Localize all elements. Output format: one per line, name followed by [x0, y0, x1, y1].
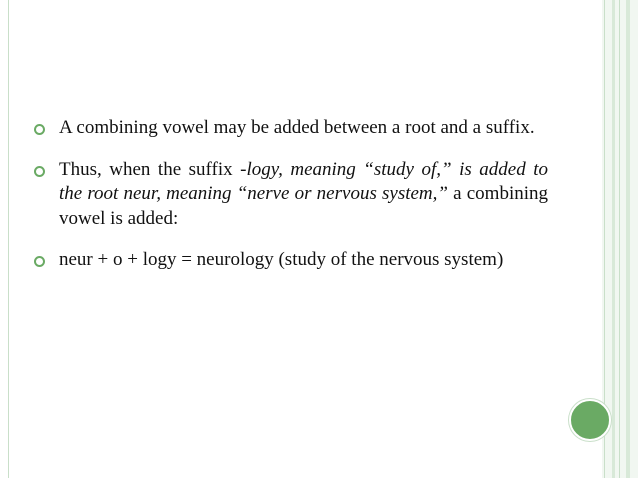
bullet-text: neur + o + logy = neurology (study of the nervous system): [59, 249, 504, 270]
ring-bullet-icon: [34, 124, 45, 135]
ring-bullet-icon: [34, 256, 45, 267]
bullet-text: A combining vowel may be added between a root and a suffix.: [59, 117, 535, 138]
right-decor-band: [602, 0, 638, 478]
bullet-text-italic: logy, meaning “study of,” is added to the root neur, meaning “nerve or nervous system,”: [59, 158, 548, 204]
left-border-line: [8, 0, 9, 478]
circle-ornament: [569, 399, 611, 441]
right-decor-stripe: [619, 0, 620, 478]
right-decor-stripe: [626, 0, 630, 478]
bullet-item: [34, 158, 548, 232]
right-decor-stripe: [612, 0, 615, 478]
ring-bullet-icon: [34, 166, 45, 177]
bullet-item: [34, 248, 548, 273]
bullet-item: [34, 116, 548, 141]
bullet-text: a combining vowel is added:: [59, 183, 549, 229]
bullet-text: Thus, when the suffix -: [59, 158, 247, 180]
bullet-list: [34, 116, 548, 290]
